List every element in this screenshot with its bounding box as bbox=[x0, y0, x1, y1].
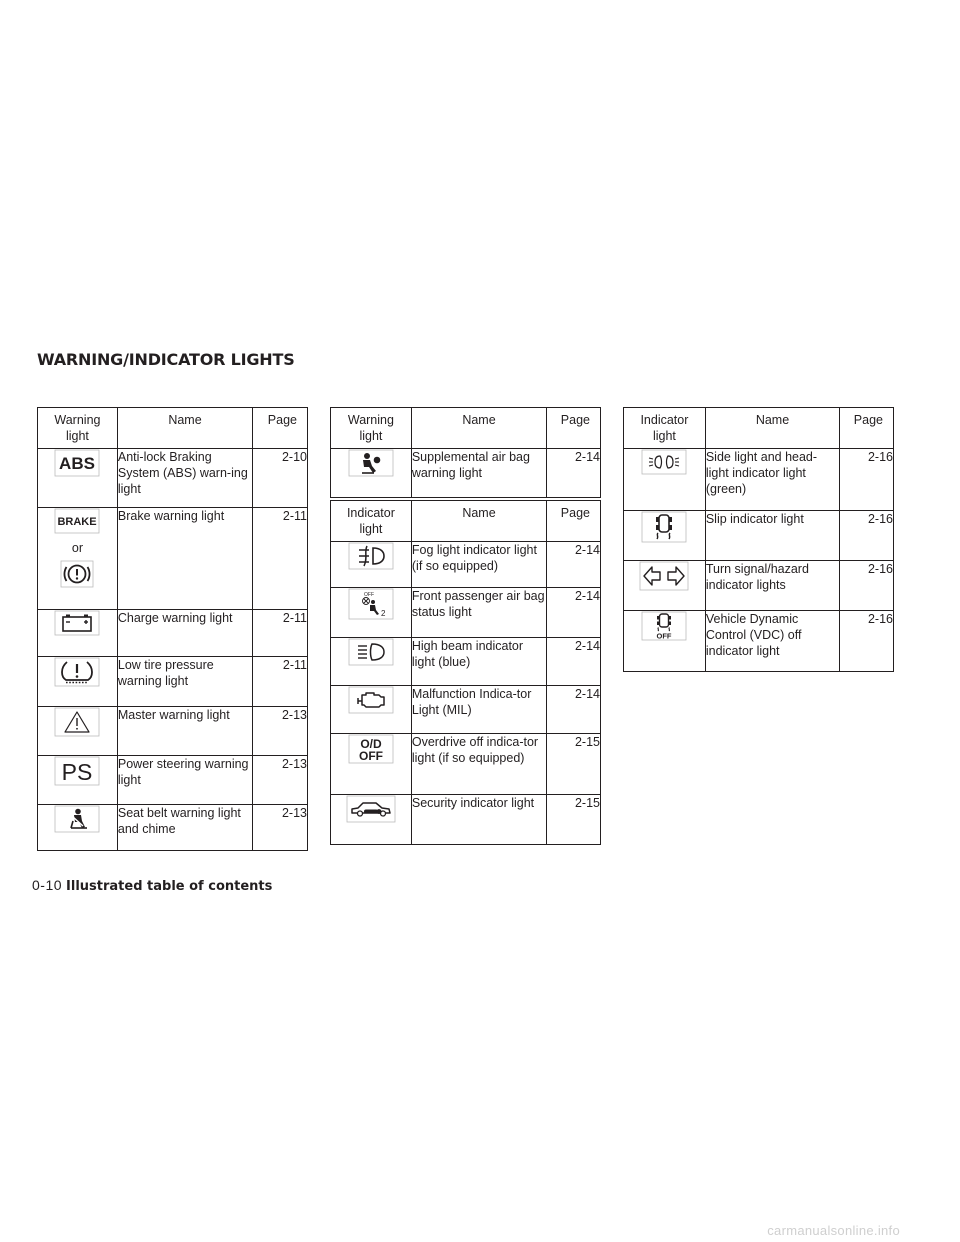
row-name: Slip indicator light bbox=[705, 511, 839, 561]
row-page: 2-14 bbox=[547, 686, 601, 734]
header-page: Page bbox=[253, 408, 308, 449]
row-page: 2-11 bbox=[253, 657, 308, 707]
row-page: 2-15 bbox=[547, 734, 601, 795]
section-title: WARNING/INDICATOR LIGHTS bbox=[37, 350, 295, 369]
slip-icon bbox=[641, 511, 687, 543]
row-name: Front passenger air bag status light bbox=[411, 588, 546, 638]
table-row bbox=[624, 611, 894, 672]
airbag-icon bbox=[348, 449, 394, 477]
tire-pressure-icon bbox=[54, 657, 100, 687]
row-name: Master warning light bbox=[117, 707, 252, 756]
row-page: 2-14 bbox=[547, 588, 601, 638]
abs-icon bbox=[54, 449, 100, 477]
row-page: 2-16 bbox=[840, 611, 894, 672]
row-page: 2-14 bbox=[547, 638, 601, 686]
row-page: 2-11 bbox=[253, 508, 308, 610]
page-footer bbox=[32, 877, 272, 894]
brake-icon bbox=[54, 508, 100, 534]
table-row bbox=[331, 542, 601, 588]
header-page: Page bbox=[547, 408, 601, 449]
header-icon: Warning light bbox=[38, 408, 118, 449]
header-icon: Warning light bbox=[331, 408, 412, 449]
header-icon: Indicator light bbox=[331, 501, 412, 542]
row-page: 2-13 bbox=[253, 805, 308, 851]
row-page: 2-14 bbox=[547, 449, 601, 498]
table-row bbox=[38, 508, 308, 610]
ps-icon-text: PS bbox=[62, 759, 93, 785]
table-header-row bbox=[624, 408, 894, 449]
page-number: 0-10 bbox=[32, 877, 63, 893]
svg-text:2: 2 bbox=[380, 609, 386, 618]
table-row bbox=[331, 686, 601, 734]
header-name: Name bbox=[117, 408, 252, 449]
table-row bbox=[38, 756, 308, 805]
row-name: Brake warning light bbox=[117, 508, 252, 610]
row-page: 2-10 bbox=[253, 449, 308, 508]
table-row bbox=[38, 805, 308, 851]
battery-icon bbox=[54, 610, 100, 636]
table-header-row bbox=[38, 408, 308, 449]
row-page: 2-15 bbox=[547, 795, 601, 845]
row-name: Malfunction Indica-tor Light (MIL) bbox=[411, 686, 546, 734]
watermark: carmanualsonline.info bbox=[767, 1223, 900, 1238]
overdrive-off-icon bbox=[348, 734, 394, 764]
table-row bbox=[624, 511, 894, 561]
airbag-warning-table bbox=[330, 407, 601, 498]
warning-lights-table bbox=[37, 407, 308, 851]
table-row bbox=[38, 449, 308, 508]
row-name: Turn signal/hazard indicator lights bbox=[705, 561, 839, 611]
row-page: 2-11 bbox=[253, 610, 308, 657]
table-row bbox=[38, 657, 308, 707]
table-row bbox=[38, 610, 308, 657]
table-row bbox=[331, 638, 601, 686]
seat-belt-icon bbox=[54, 805, 100, 833]
header-page: Page bbox=[840, 408, 894, 449]
header-page: Page bbox=[547, 501, 601, 542]
table-row bbox=[624, 449, 894, 511]
row-name: Supplemental air bag warning light bbox=[411, 449, 546, 498]
brake-icon-text: BRAKE bbox=[57, 516, 97, 528]
table-row bbox=[331, 795, 601, 845]
row-name: Side light and head-light indicator light (green) bbox=[705, 449, 839, 511]
table-header-row bbox=[331, 501, 601, 542]
brake-circle-icon bbox=[60, 560, 94, 588]
header-name: Name bbox=[411, 501, 546, 542]
footer-title: Illustrated table of contents bbox=[66, 879, 273, 894]
row-page: 2-13 bbox=[253, 756, 308, 805]
vdc-off-text: OFF bbox=[656, 631, 672, 641]
row-name: Vehicle Dynamic Control (VDC) off indicator light bbox=[705, 611, 839, 672]
table-row bbox=[331, 734, 601, 795]
svg-text:OFF: OFF bbox=[358, 749, 383, 763]
header-icon: Indicator light bbox=[624, 408, 706, 449]
power-steering-icon bbox=[54, 756, 100, 786]
table-header-row bbox=[331, 408, 601, 449]
header-name: Name bbox=[705, 408, 839, 449]
master-warning-icon bbox=[54, 707, 100, 737]
row-page: 2-16 bbox=[840, 561, 894, 611]
turn-signal-icon bbox=[639, 561, 689, 591]
row-page: 2-16 bbox=[840, 449, 894, 511]
svg-text:O/D: O/D bbox=[360, 737, 382, 751]
table-row bbox=[624, 561, 894, 611]
passenger-airbag-off-text: OFF bbox=[363, 592, 374, 598]
table-row bbox=[331, 588, 601, 638]
abs-icon-text: ABS bbox=[59, 454, 96, 473]
high-beam-icon bbox=[348, 638, 394, 666]
or-text: or bbox=[71, 541, 83, 555]
passenger-airbag-off-icon bbox=[348, 588, 394, 620]
indicator-lights-table-2 bbox=[623, 407, 894, 672]
row-name: Anti-lock Braking System (ABS) warn-ing light bbox=[117, 449, 252, 508]
row-page: 2-14 bbox=[547, 542, 601, 588]
row-name: High beam indicator light (blue) bbox=[411, 638, 546, 686]
vdc-off-icon bbox=[641, 611, 687, 641]
table-row bbox=[331, 449, 601, 498]
row-page: 2-13 bbox=[253, 707, 308, 756]
engine-icon bbox=[348, 686, 394, 714]
row-name: Seat belt warning light and chime bbox=[117, 805, 252, 851]
row-name: Power steering warning light bbox=[117, 756, 252, 805]
header-name: Name bbox=[411, 408, 546, 449]
side-light-icon bbox=[641, 449, 687, 475]
row-name: Fog light indicator light (if so equipped) bbox=[411, 542, 546, 588]
security-icon bbox=[346, 795, 396, 823]
row-name: Low tire pressure warning light bbox=[117, 657, 252, 707]
fog-light-icon bbox=[348, 542, 394, 570]
row-page: 2-16 bbox=[840, 511, 894, 561]
indicator-lights-table bbox=[330, 500, 601, 845]
row-name: Security indicator light bbox=[411, 795, 546, 845]
table-row bbox=[38, 707, 308, 756]
row-name: Charge warning light bbox=[117, 610, 252, 657]
row-name: Overdrive off indica-tor light (if so equipped) bbox=[411, 734, 546, 795]
